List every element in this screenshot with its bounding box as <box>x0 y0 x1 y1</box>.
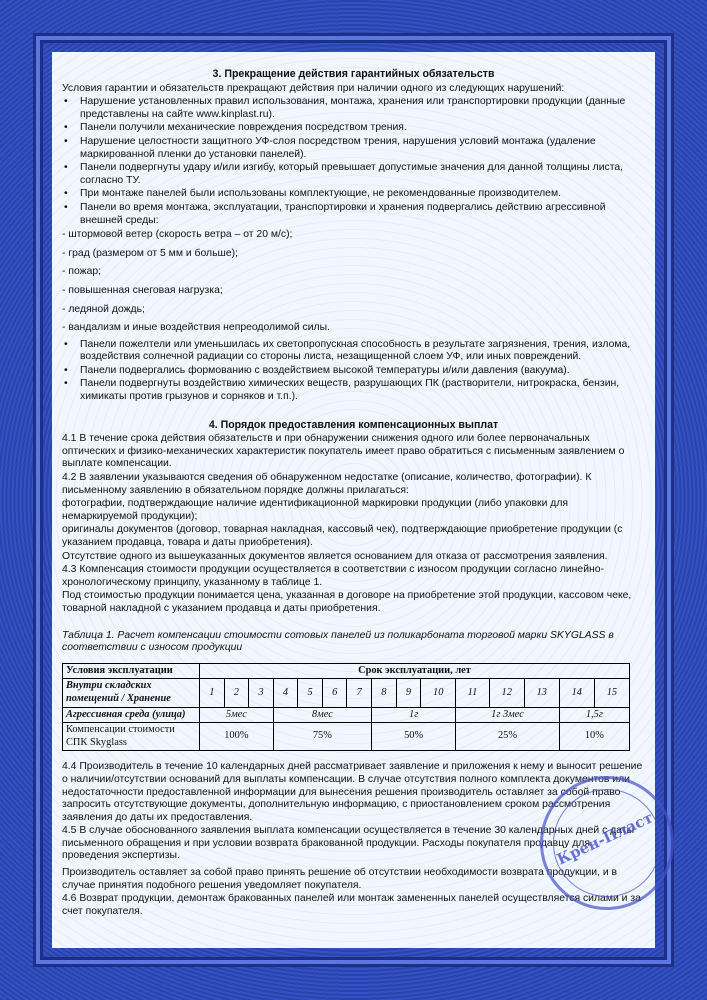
section-3-bullets-b <box>62 339 645 404</box>
header-conditions: Условия эксплуатации <box>63 663 200 679</box>
year-cell: 3 <box>249 679 274 707</box>
row-compensation-label: Компенсации стоимости СПК Skyglass <box>63 723 200 751</box>
year-cell: 11 <box>456 679 489 707</box>
list-item: • При монтаже панелей были использованы комплектующие, не рекомендованные производителем. <box>80 188 645 201</box>
term-cell: 1г <box>372 707 456 723</box>
list-item: • Панели подвергнуты удару и/или изгибу, который превышает допустимые значения для данной толщины листа, согласно ТУ. <box>80 162 645 187</box>
paragraph: 4.4 Производитель в течение 10 календарных дней рассматривает заявление и приложения к нему и выносит решение о наличии/отсутствии оснований для выплаты компенсации. В случае отсутствия полного комплекта документов или недостаточности предоставленной информации для вынесения решения производитель оставляет за собой право запросить отсутствующие документы, дополнительную информацию, с приостановлением сроком рассмотрения заявления до даты их предоставления. <box>62 761 643 823</box>
list-item: • Нарушение установленных правил использования, монтажа, хранения или транспортировки продукции (данные представлены на сайте www.kinplast.ru). <box>80 96 645 121</box>
year-cell: 2 <box>224 679 249 707</box>
paragraph: Под стоимостью продукции понимается цена, указанная в договоре на приобретение этой продукции, кассовом чеке, товарной накладной с указанием продавца и даты приобретения. <box>62 590 632 614</box>
compensation-cell: 50% <box>372 723 456 751</box>
term-cell: 8мес <box>273 707 371 723</box>
dash-item: - град (размером от 5 мм и больше); <box>62 247 238 259</box>
table-caption: Таблица 1. Расчет компенсации стоимости сотовых панелей из поликарбоната торговой марки SKYGLASS в соответствии с износом продукции <box>62 629 614 654</box>
list-item: • Панели подвергнуты воздействию химических веществ, разрушающих ПК (растворители, нитрокраска, бензин, химикаты против грызунов и сорняков и т.п.). <box>80 378 645 403</box>
section-3-bullets-a <box>62 96 645 227</box>
section-3-title: 3. Прекращение действия гарантийных обязательств <box>212 68 495 80</box>
year-cell: 9 <box>396 679 421 707</box>
compensation-table <box>62 663 630 752</box>
compensation-cell: 75% <box>273 723 371 751</box>
year-cell: 14 <box>559 679 594 707</box>
dash-item: - повышенная снеговая нагрузка; <box>62 284 223 296</box>
row-storage-label: Внутри складских помещений / Хранение <box>63 679 200 707</box>
list-item: • Нарушение целостности защитного УФ-слоя посредством трения, нарушения условий монтажа (удаление маркированной пленки до установки панелей). <box>80 136 645 161</box>
paragraph: оригиналы документов (договор, товарная накладная, кассовый чек), подтверждающие приобретение продукции (с указанием продавца, товара и даты приобретения). <box>62 524 623 548</box>
year-cell: 12 <box>489 679 524 707</box>
paragraph: 4.3 Компенсация стоимости продукции осуществляется в соответствии с износом продукции согласно линейно-хронологическому принципу, указанному в таблице 1. <box>62 564 604 588</box>
year-cell: 7 <box>347 679 372 707</box>
section-4-title: 4. Порядок предоставления компенсационных выплат <box>208 418 499 431</box>
list-item: • Панели во время монтажа, эксплуатации, транспортировки и хранения подвергались действию агрессивной внешней среды: <box>80 202 645 227</box>
dash-item: - вандализм и иные воздействия непреодолимой силы. <box>62 322 330 334</box>
paragraph: 4.6 Возврат продукции, демонтаж бракованных панелей или монтаж замененных панелей осуществляется силами и за счет покупателя. <box>62 893 641 917</box>
list-item: • Панели подвергались формованию с воздействием высокой температуры и/или давления (вакуума). <box>80 365 645 378</box>
paragraph: 4.2 В заявлении указываются сведения об обнаруженном недостатке (описание, количество, фотографии). К письменному заявлению в обязательном порядке должны прилагаться: <box>62 472 592 496</box>
compensation-cell: 25% <box>456 723 560 751</box>
year-cell: 8 <box>372 679 397 707</box>
compensation-cell: 100% <box>200 723 274 751</box>
header-term: Срок эксплуатации, лет <box>200 663 630 679</box>
list-item: • Панели пожелтели или уменьшилась их светопропускная способность в результате загрязнения, трения, излома, воздействия солнечной радиации со стороны листа, незащищенной слоем УФ, или иных повреждений. <box>80 339 645 364</box>
year-cell: 1 <box>200 679 225 707</box>
paragraph: Отсутствие одного из вышеуказанных документов является основанием для отказа от рассмотрения заявления. <box>62 550 608 562</box>
year-cell: 6 <box>322 679 347 707</box>
paragraph: 4.1 В течение срока действия обязательств и при обнаружении снижения одного или более первоначальных оптических и физико-механических характеристик покупатель имеет право обратиться с письменным заявлением о выплате компенсации. <box>62 433 625 470</box>
seal-center-text: Крен-Пласт <box>554 808 656 869</box>
page-content <box>62 68 645 919</box>
year-cell: 15 <box>594 679 629 707</box>
row-street-label: Агрессивная среда (улица) <box>63 707 200 723</box>
dash-item: - ледяной дождь; <box>62 303 145 315</box>
year-cell: 13 <box>524 679 559 707</box>
list-item: • Панели получили механические повреждения посредством трения. <box>80 122 645 135</box>
section-3-intro: Условия гарантии и обязательств прекращают действия при наличии одного из следующих нарушений: <box>62 82 565 94</box>
dash-item: - штормовой ветер (скорость ветра – от 20 м/с); <box>62 229 293 241</box>
dash-item: - пожар; <box>62 266 102 278</box>
compensation-cell: 10% <box>559 723 629 751</box>
year-cell: 4 <box>273 679 298 707</box>
term-cell: 1,5г <box>559 707 629 723</box>
term-cell: 5мес <box>200 707 274 723</box>
year-cell: 10 <box>421 679 456 707</box>
paragraph: фотографии, подтверждающие наличие идентификационной маркировки продукции (либо упаковки для немаркируемой продукции); <box>62 498 569 522</box>
paragraph: 4.5 В случае обоснованного заявления выплата компенсации осуществляется в течение 30 календарных дней с даты письменного обращения и при условии возврата бракованной продукции. Расходы покупателя продавцу для проведения экспертизы. <box>62 825 635 862</box>
paragraph: Производитель оставляет за собой право принять решение об отсутствии необходимости возврата продукции, и в случае принятия подобного решения уведомляет покупателя. <box>62 867 618 891</box>
year-cell: 5 <box>298 679 323 707</box>
term-cell: 1г 3мес <box>456 707 560 723</box>
